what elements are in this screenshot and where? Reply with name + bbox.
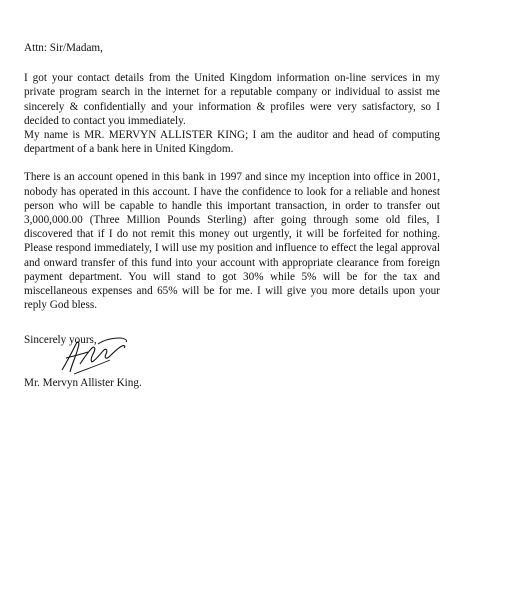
closing-line: Sincerely yours, <box>24 334 97 346</box>
signer-name: Mr. Mervyn Allister King. <box>24 377 142 389</box>
letter-body <box>24 41 440 312</box>
salutation: Attn: Sir/Madam, <box>24 42 103 54</box>
paragraph-identity: My name is MR. MERVYN ALLISTER KING; I am the auditor and head of computing department of a bank here in United Kingdom. <box>24 129 440 156</box>
paragraph-proposal: There is an account opened in this bank in 1997 and since my inception into office in 2001, nobody has operated in this account. I have the confidence to look for a reliable and honest person who will be capable to handle this important transaction, in order to transfer out 3,000,000.00 (Three Million Pounds Sterling) after going through some old files, I discovered that if I do not remit this money out urgently, it will be forfeited for nothing. Please respond immediately, I will use my position and influence to effect the legal approval and onward transfer of this fund into your account with appropriate clearance from foreign payment department. You will stand to got 30% while 5% will be for the tax and miscellaneous expenses and 65% will be for me. I will give you more details upon your reply God bless. <box>24 171 440 312</box>
paragraph-intro: I got your contact details from the United Kingdom information on-line services in my private program search in the internet for a reputable company or individual to assist me sincerely & confidentially and your information & profiles were very satisfactory, so I decided to contact you immediately. <box>24 72 440 127</box>
handwritten-signature <box>54 330 134 376</box>
